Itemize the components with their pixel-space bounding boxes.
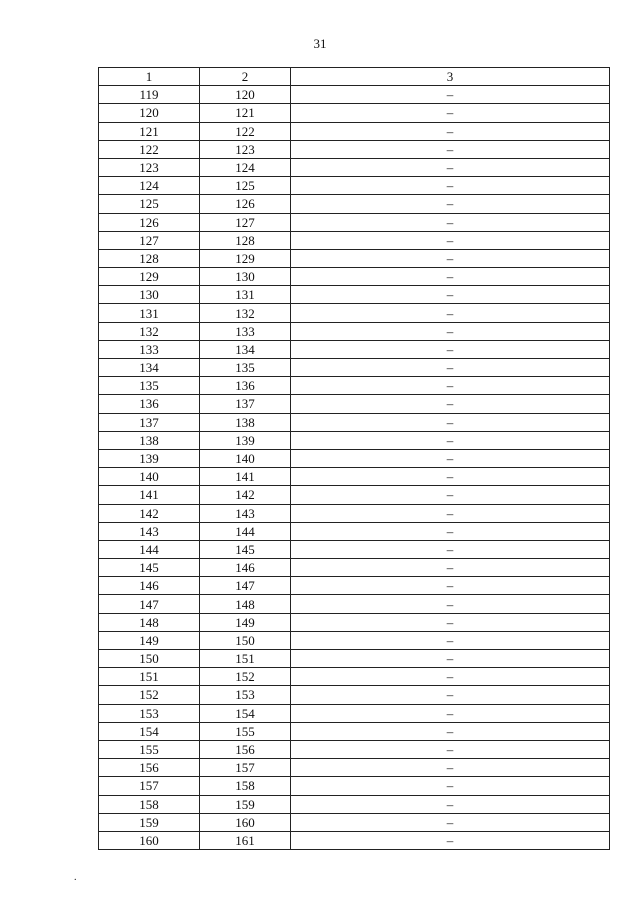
table-cell: – [291, 395, 610, 413]
table-cell: – [291, 304, 610, 322]
table-cell: 149 [99, 631, 200, 649]
table-cell: 132 [200, 304, 291, 322]
table-row [99, 650, 610, 668]
table-cell: 142 [99, 504, 200, 522]
table-cell: 155 [200, 722, 291, 740]
table-row [99, 831, 610, 849]
table-row [99, 395, 610, 413]
table-cell: 143 [99, 522, 200, 540]
table-cell: 138 [99, 431, 200, 449]
table-row [99, 177, 610, 195]
table-row [99, 195, 610, 213]
table-cell: 160 [99, 831, 200, 849]
table-cell: – [291, 249, 610, 267]
table-cell: 121 [200, 104, 291, 122]
data-table [98, 67, 610, 850]
table-cell: 140 [200, 449, 291, 467]
table-row [99, 122, 610, 140]
table-row [99, 304, 610, 322]
table-cell: 139 [99, 449, 200, 467]
table-row [99, 322, 610, 340]
table-cell: – [291, 140, 610, 158]
table-cell: – [291, 104, 610, 122]
table-header-row [99, 68, 610, 86]
table-cell: 125 [200, 177, 291, 195]
table-cell: – [291, 704, 610, 722]
table-cell: 139 [200, 431, 291, 449]
table-cell: 145 [200, 540, 291, 558]
table-cell: 125 [99, 195, 200, 213]
table-cell: 144 [200, 522, 291, 540]
table-cell: 160 [200, 813, 291, 831]
table-cell: 145 [99, 559, 200, 577]
table-cell: – [291, 359, 610, 377]
table-cell: – [291, 504, 610, 522]
table-cell: – [291, 195, 610, 213]
table-row [99, 759, 610, 777]
table-cell: 154 [200, 704, 291, 722]
table-cell: 143 [200, 504, 291, 522]
table-row [99, 359, 610, 377]
table-cell: 126 [99, 213, 200, 231]
table-cell: – [291, 540, 610, 558]
table-cell: 120 [99, 104, 200, 122]
table-cell: 136 [200, 377, 291, 395]
table-cell: – [291, 813, 610, 831]
table-row [99, 577, 610, 595]
table-cell: 120 [200, 86, 291, 104]
table-row [99, 559, 610, 577]
table-cell: 133 [200, 322, 291, 340]
table-row [99, 86, 610, 104]
table-row [99, 522, 610, 540]
table-cell: 134 [200, 340, 291, 358]
table-cell: 156 [200, 740, 291, 758]
table-cell: 124 [200, 158, 291, 176]
table-row [99, 377, 610, 395]
table-cell: 161 [200, 831, 291, 849]
table-row [99, 740, 610, 758]
table-row [99, 140, 610, 158]
table-cell: – [291, 722, 610, 740]
table-cell: 137 [99, 413, 200, 431]
table-cell: 122 [200, 122, 291, 140]
table-row [99, 540, 610, 558]
table-cell: 135 [200, 359, 291, 377]
table-cell: – [291, 613, 610, 631]
table-cell: 152 [200, 668, 291, 686]
table-row [99, 340, 610, 358]
table-row [99, 613, 610, 631]
table-row [99, 104, 610, 122]
table-cell: 159 [200, 795, 291, 813]
table-row [99, 704, 610, 722]
table-cell: 154 [99, 722, 200, 740]
table-cell: 146 [99, 577, 200, 595]
table-cell: 150 [200, 631, 291, 649]
table-cell: 159 [99, 813, 200, 831]
table-row [99, 468, 610, 486]
table-cell: – [291, 340, 610, 358]
table-cell: 157 [99, 777, 200, 795]
table-cell: 141 [200, 468, 291, 486]
table-cell: 138 [200, 413, 291, 431]
table-row [99, 795, 610, 813]
table-cell: 124 [99, 177, 200, 195]
table-cell: 119 [99, 86, 200, 104]
table-cell: 130 [200, 268, 291, 286]
table-row [99, 486, 610, 504]
table-cell: – [291, 322, 610, 340]
table-row [99, 268, 610, 286]
table-body [99, 86, 610, 850]
table-cell: 127 [99, 231, 200, 249]
table-cell: 131 [200, 286, 291, 304]
table-cell: – [291, 668, 610, 686]
table-cell: 141 [99, 486, 200, 504]
column-header: 2 [200, 68, 291, 86]
table-cell: 148 [99, 613, 200, 631]
table-cell: 128 [99, 249, 200, 267]
table-cell: 132 [99, 322, 200, 340]
table-cell: – [291, 286, 610, 304]
table-cell: 129 [200, 249, 291, 267]
table-cell: – [291, 177, 610, 195]
table-cell: 149 [200, 613, 291, 631]
table-row [99, 231, 610, 249]
table-cell: 123 [200, 140, 291, 158]
table-cell: 151 [99, 668, 200, 686]
table-cell: 121 [99, 122, 200, 140]
page-number: 31 [313, 36, 327, 51]
table-cell: – [291, 158, 610, 176]
table-row [99, 158, 610, 176]
table-cell: 123 [99, 158, 200, 176]
table-cell: 129 [99, 268, 200, 286]
table-cell: 156 [99, 759, 200, 777]
table-cell: 153 [200, 686, 291, 704]
column-header: 3 [291, 68, 610, 86]
table-cell: 147 [200, 577, 291, 595]
table-cell: – [291, 740, 610, 758]
table-cell: 152 [99, 686, 200, 704]
table-cell: 150 [99, 650, 200, 668]
table-row [99, 249, 610, 267]
table-row [99, 722, 610, 740]
table-cell: – [291, 468, 610, 486]
table-cell: – [291, 759, 610, 777]
table-row [99, 686, 610, 704]
table-cell: 144 [99, 540, 200, 558]
table-row [99, 286, 610, 304]
table-cell: – [291, 231, 610, 249]
table-row [99, 813, 610, 831]
table-cell: 147 [99, 595, 200, 613]
table-row [99, 631, 610, 649]
table-cell: 146 [200, 559, 291, 577]
table-cell: 122 [99, 140, 200, 158]
table-cell: – [291, 631, 610, 649]
table-cell: – [291, 559, 610, 577]
table-cell: – [291, 777, 610, 795]
table-cell: 157 [200, 759, 291, 777]
table-row [99, 213, 610, 231]
table-cell: 158 [200, 777, 291, 795]
table-cell: – [291, 595, 610, 613]
table-cell: – [291, 795, 610, 813]
table-cell: 142 [200, 486, 291, 504]
table-cell: – [291, 831, 610, 849]
table-cell: 135 [99, 377, 200, 395]
table-cell: 153 [99, 704, 200, 722]
table-cell: – [291, 413, 610, 431]
column-header: 1 [99, 68, 200, 86]
table-cell: 128 [200, 231, 291, 249]
table-row [99, 431, 610, 449]
table-row [99, 504, 610, 522]
table-cell: 151 [200, 650, 291, 668]
table-cell: 134 [99, 359, 200, 377]
table-row [99, 413, 610, 431]
table-row [99, 777, 610, 795]
table-cell: 158 [99, 795, 200, 813]
table-cell: 148 [200, 595, 291, 613]
table-cell: – [291, 213, 610, 231]
table-cell: 130 [99, 286, 200, 304]
table-cell: – [291, 686, 610, 704]
table-cell: – [291, 522, 610, 540]
table-cell: – [291, 268, 610, 286]
table-cell: 131 [99, 304, 200, 322]
table-cell: – [291, 431, 610, 449]
footer-mark: . [74, 872, 77, 883]
table-cell: 136 [99, 395, 200, 413]
table-row [99, 595, 610, 613]
table-cell: 137 [200, 395, 291, 413]
table-cell: 140 [99, 468, 200, 486]
table-cell: 155 [99, 740, 200, 758]
table-cell: – [291, 86, 610, 104]
table-cell: 126 [200, 195, 291, 213]
table-cell: – [291, 650, 610, 668]
table-cell: – [291, 577, 610, 595]
table-cell: 133 [99, 340, 200, 358]
table-row [99, 668, 610, 686]
table-cell: – [291, 449, 610, 467]
table-row [99, 449, 610, 467]
table-cell: – [291, 122, 610, 140]
table-cell: 127 [200, 213, 291, 231]
table-cell: – [291, 377, 610, 395]
table-cell: – [291, 486, 610, 504]
